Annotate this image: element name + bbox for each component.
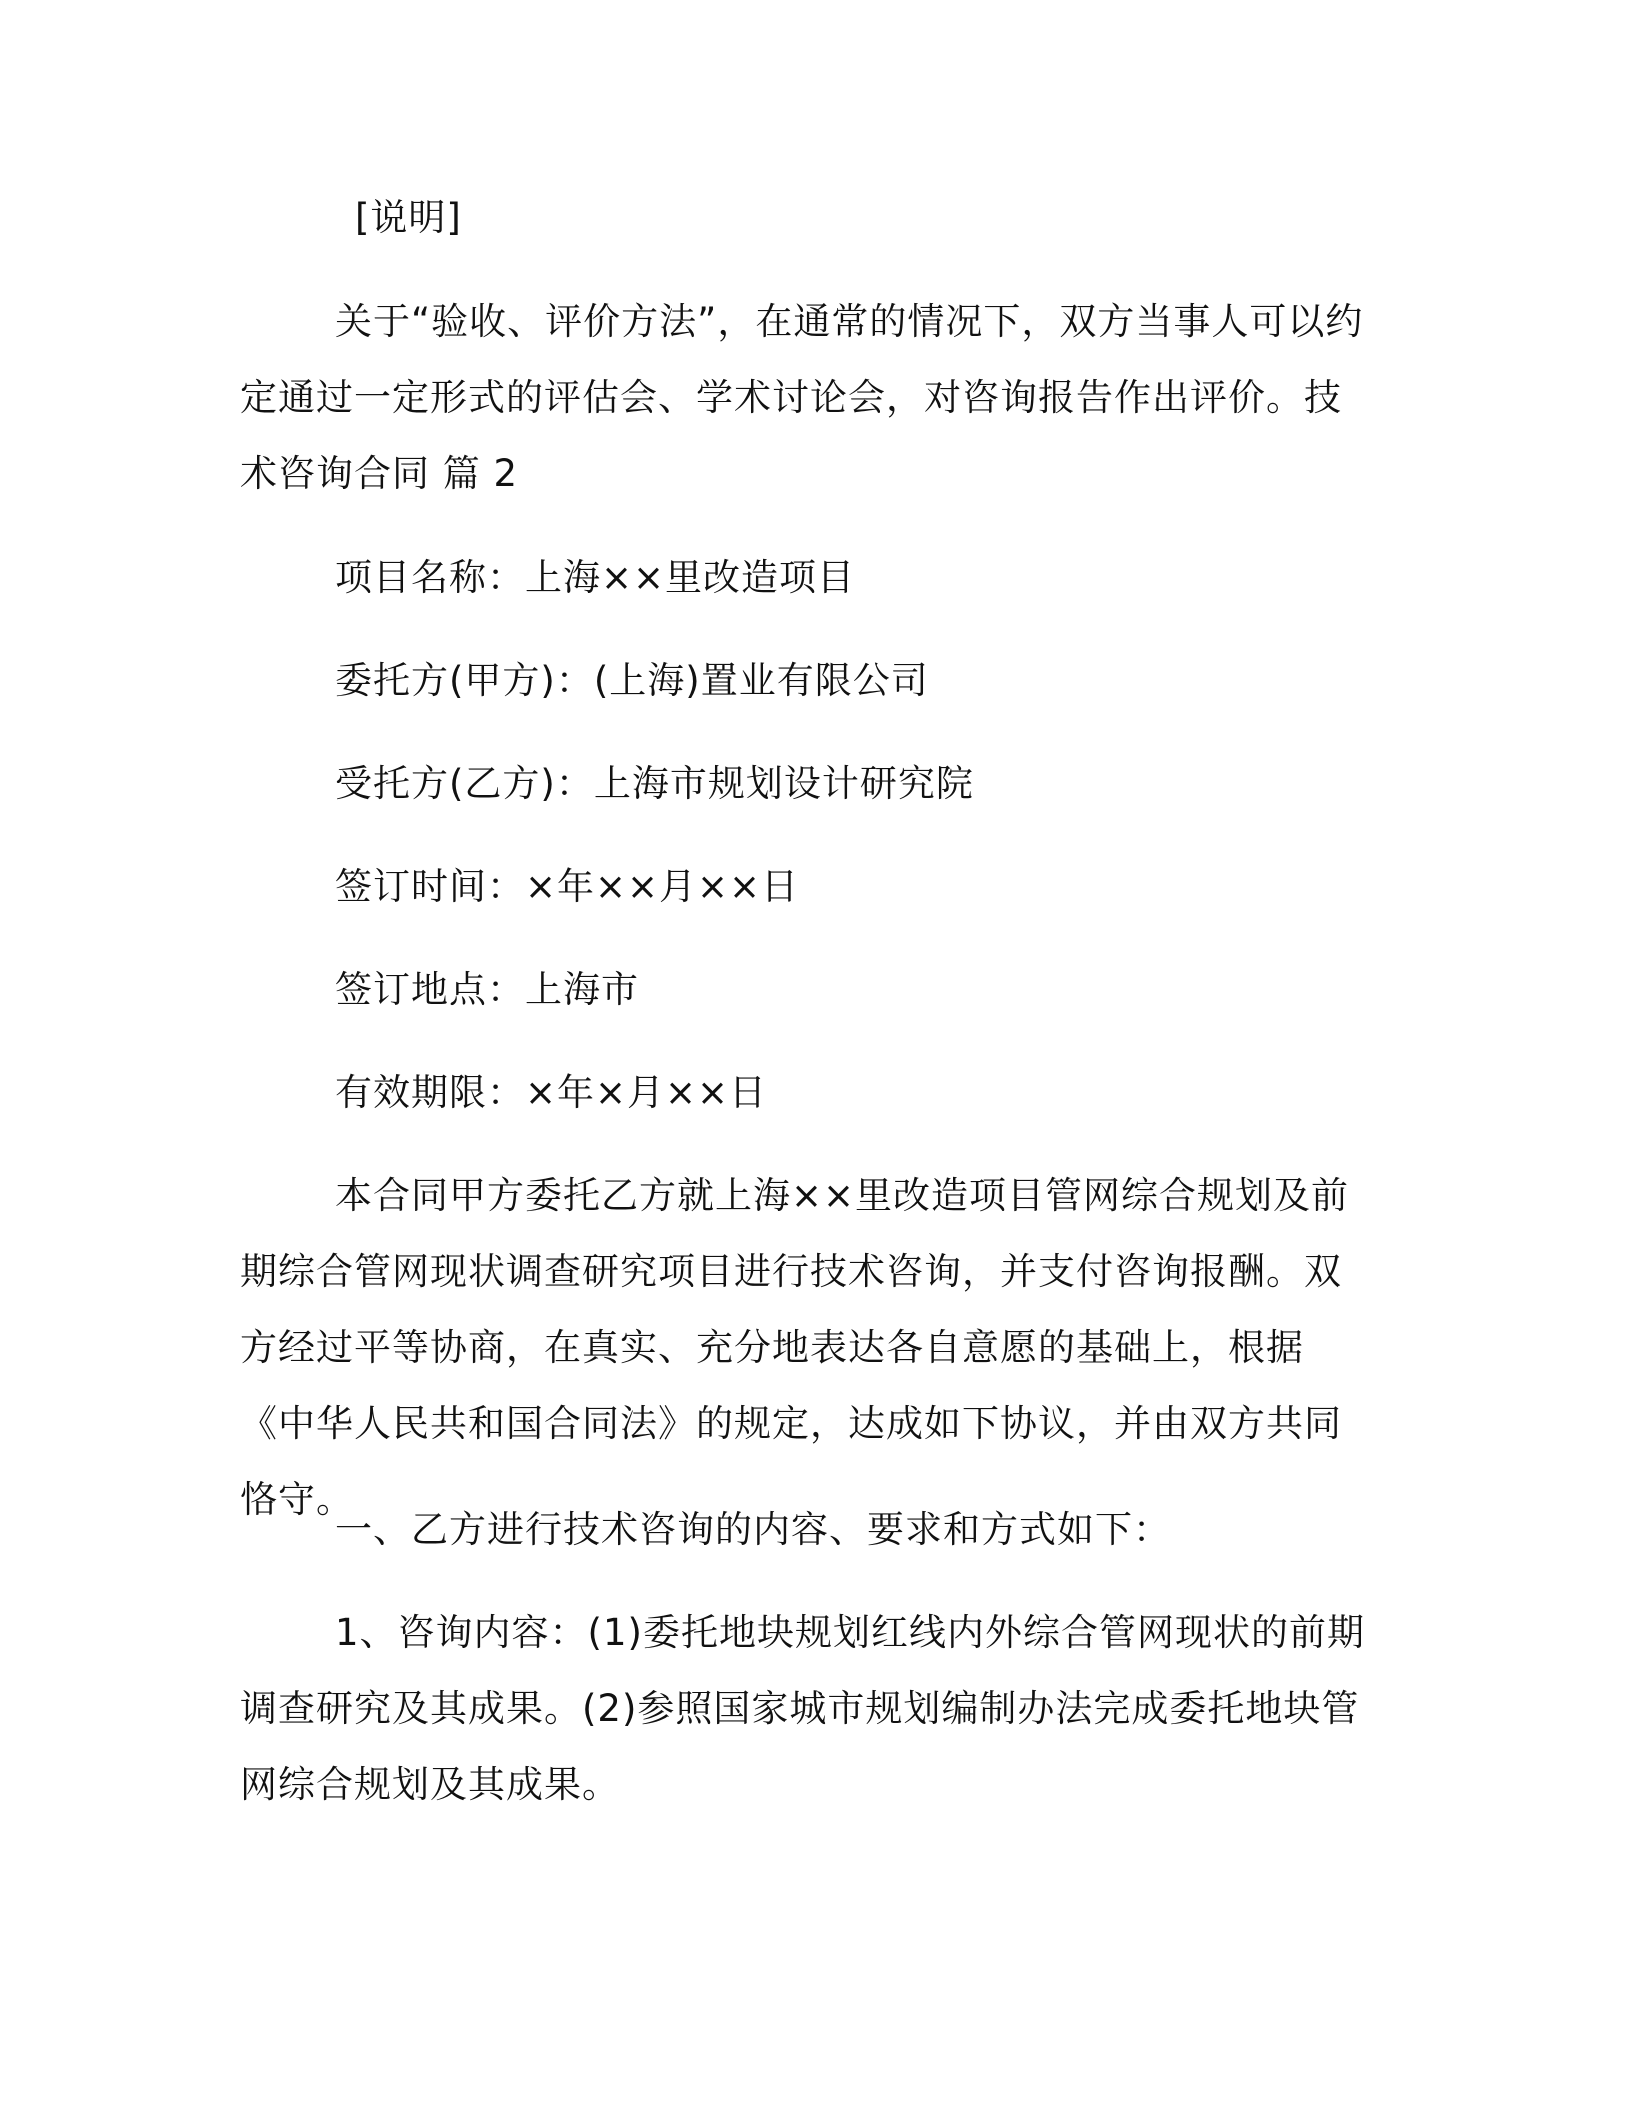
paragraph-note-heading: [说明]: [355, 196, 462, 239]
paragraph-consulting-content: 1、咨询内容：(1)委托地块规划红线内外综合管网现状的前期调查研究及其成果。(2)参照国家城市规划编制办法完成委托地块管网综合规划及其成果。: [240, 1611, 1365, 1806]
paragraph-agreement-body: 本合同甲方委托乙方就上海××里改造项目管网综合规划及前期综合管网现状调查研究项目进行技术咨询，并支付咨询报酬。双方经过平等协商，在真实、充分地表达各自意愿的基础上，根据《中华人民共和国合同法》的规定，达成如下协议，并由双方共同恪守。: [240, 1174, 1350, 1521]
paragraph-signing-date: 签订时间：×年××月××日: [335, 865, 800, 908]
paragraph-signing-place: 签订地点：上海市: [335, 968, 639, 1011]
paragraph-client: 委托方(甲方)：(上海)置业有限公司: [335, 659, 929, 702]
paragraph-section-one-heading: 一、乙方进行技术咨询的内容、要求和方式如下：: [335, 1508, 1171, 1551]
paragraph-contractor: 受托方(乙方)：上海市规划设计研究院: [335, 762, 974, 805]
paragraph-evaluation-method: 关于“验收、评价方法”，在通常的情况下，双方当事人可以约定通过一定形式的评估会、学术讨论会，对咨询报告作出评价。技术咨询合同 篇 2: [240, 300, 1364, 495]
paragraph-project-name: 项目名称：上海××里改造项目: [335, 556, 856, 599]
paragraph-validity: 有效期限：×年×月××日: [335, 1071, 768, 1114]
